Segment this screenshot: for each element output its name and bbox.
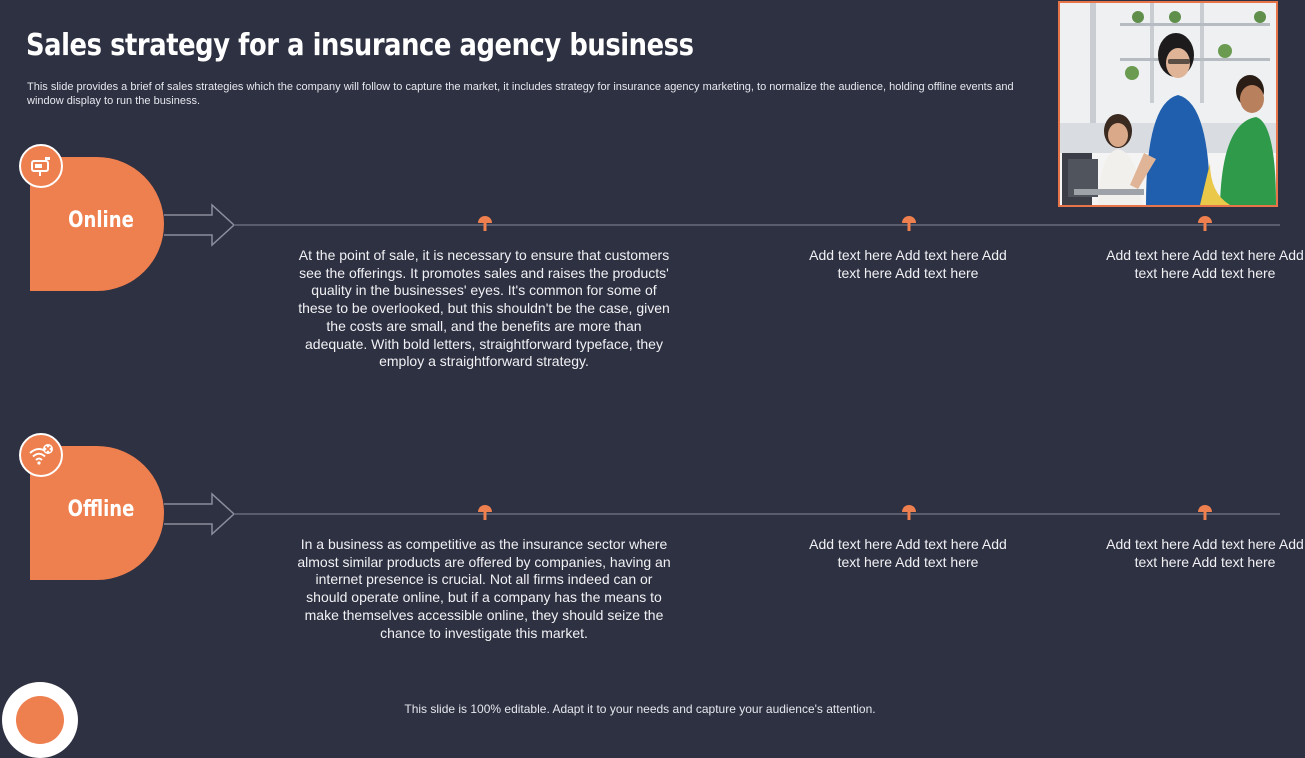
offline-main-text: In a business as competitive as the insurance sector where almost similar products are offered by companies, having an internet presence is crucial. Not all firms indeed can or should operate online, but if a company has the means to make themselves accessible online, they should seize the chance to investigate this market.: [297, 536, 671, 641]
wifi-off-icon: [19, 433, 63, 477]
online-col2-text: Add text here Add text here Add text here Add text here: [809, 247, 1007, 281]
offline-arrow: [164, 492, 236, 536]
offline-col3-text: Add text here Add text here Add text here Add text here: [1106, 536, 1304, 570]
online-pin-3: [1197, 215, 1213, 233]
online-col3-text: Add text here Add text here Add text here Add text here: [1106, 247, 1304, 281]
offline-timeline: [234, 513, 1280, 515]
online-pin-1: [477, 215, 493, 233]
offline-pin-2: [901, 504, 917, 522]
offline-row: [0, 432, 1304, 672]
slide-footer: This slide is 100% editable. Adapt it to your needs and capture your audience's attention.: [404, 702, 876, 716]
offline-col2-text: Add text here Add text here Add text here Add text here: [809, 536, 1007, 570]
corner-decoration-dot: [16, 696, 64, 744]
online-timeline: [234, 224, 1280, 226]
offline-label: Offline: [67, 497, 135, 522]
online-label: Online: [68, 208, 134, 233]
mailbox-icon: [19, 144, 63, 188]
offline-pin-3: [1197, 504, 1213, 522]
online-main-text: At the point of sale, it is necessary to ensure that customers see the offerings. It promotes sales and raises the products' quality in the businesses' eyes. It's common for some of these to be overlooked, but this shouldn't be the case, given the costs are small, and the benefits are more than adequate. With bold letters, straightforward typeface, they employ a straightforward strategy.: [298, 247, 670, 370]
slide-subtitle: This slide provides a brief of sales strategies which the company will follow to capture the market, it includes strategy for insurance agency marketing, to normalize the audience, holding offline events and window display to run the business.: [27, 81, 1014, 107]
online-arrow: [164, 203, 236, 247]
online-pin-2: [901, 215, 917, 233]
offline-pin-1: [477, 504, 493, 522]
online-row: [0, 143, 1304, 383]
slide-title: Sales strategy for a insurance agency business: [26, 28, 694, 63]
